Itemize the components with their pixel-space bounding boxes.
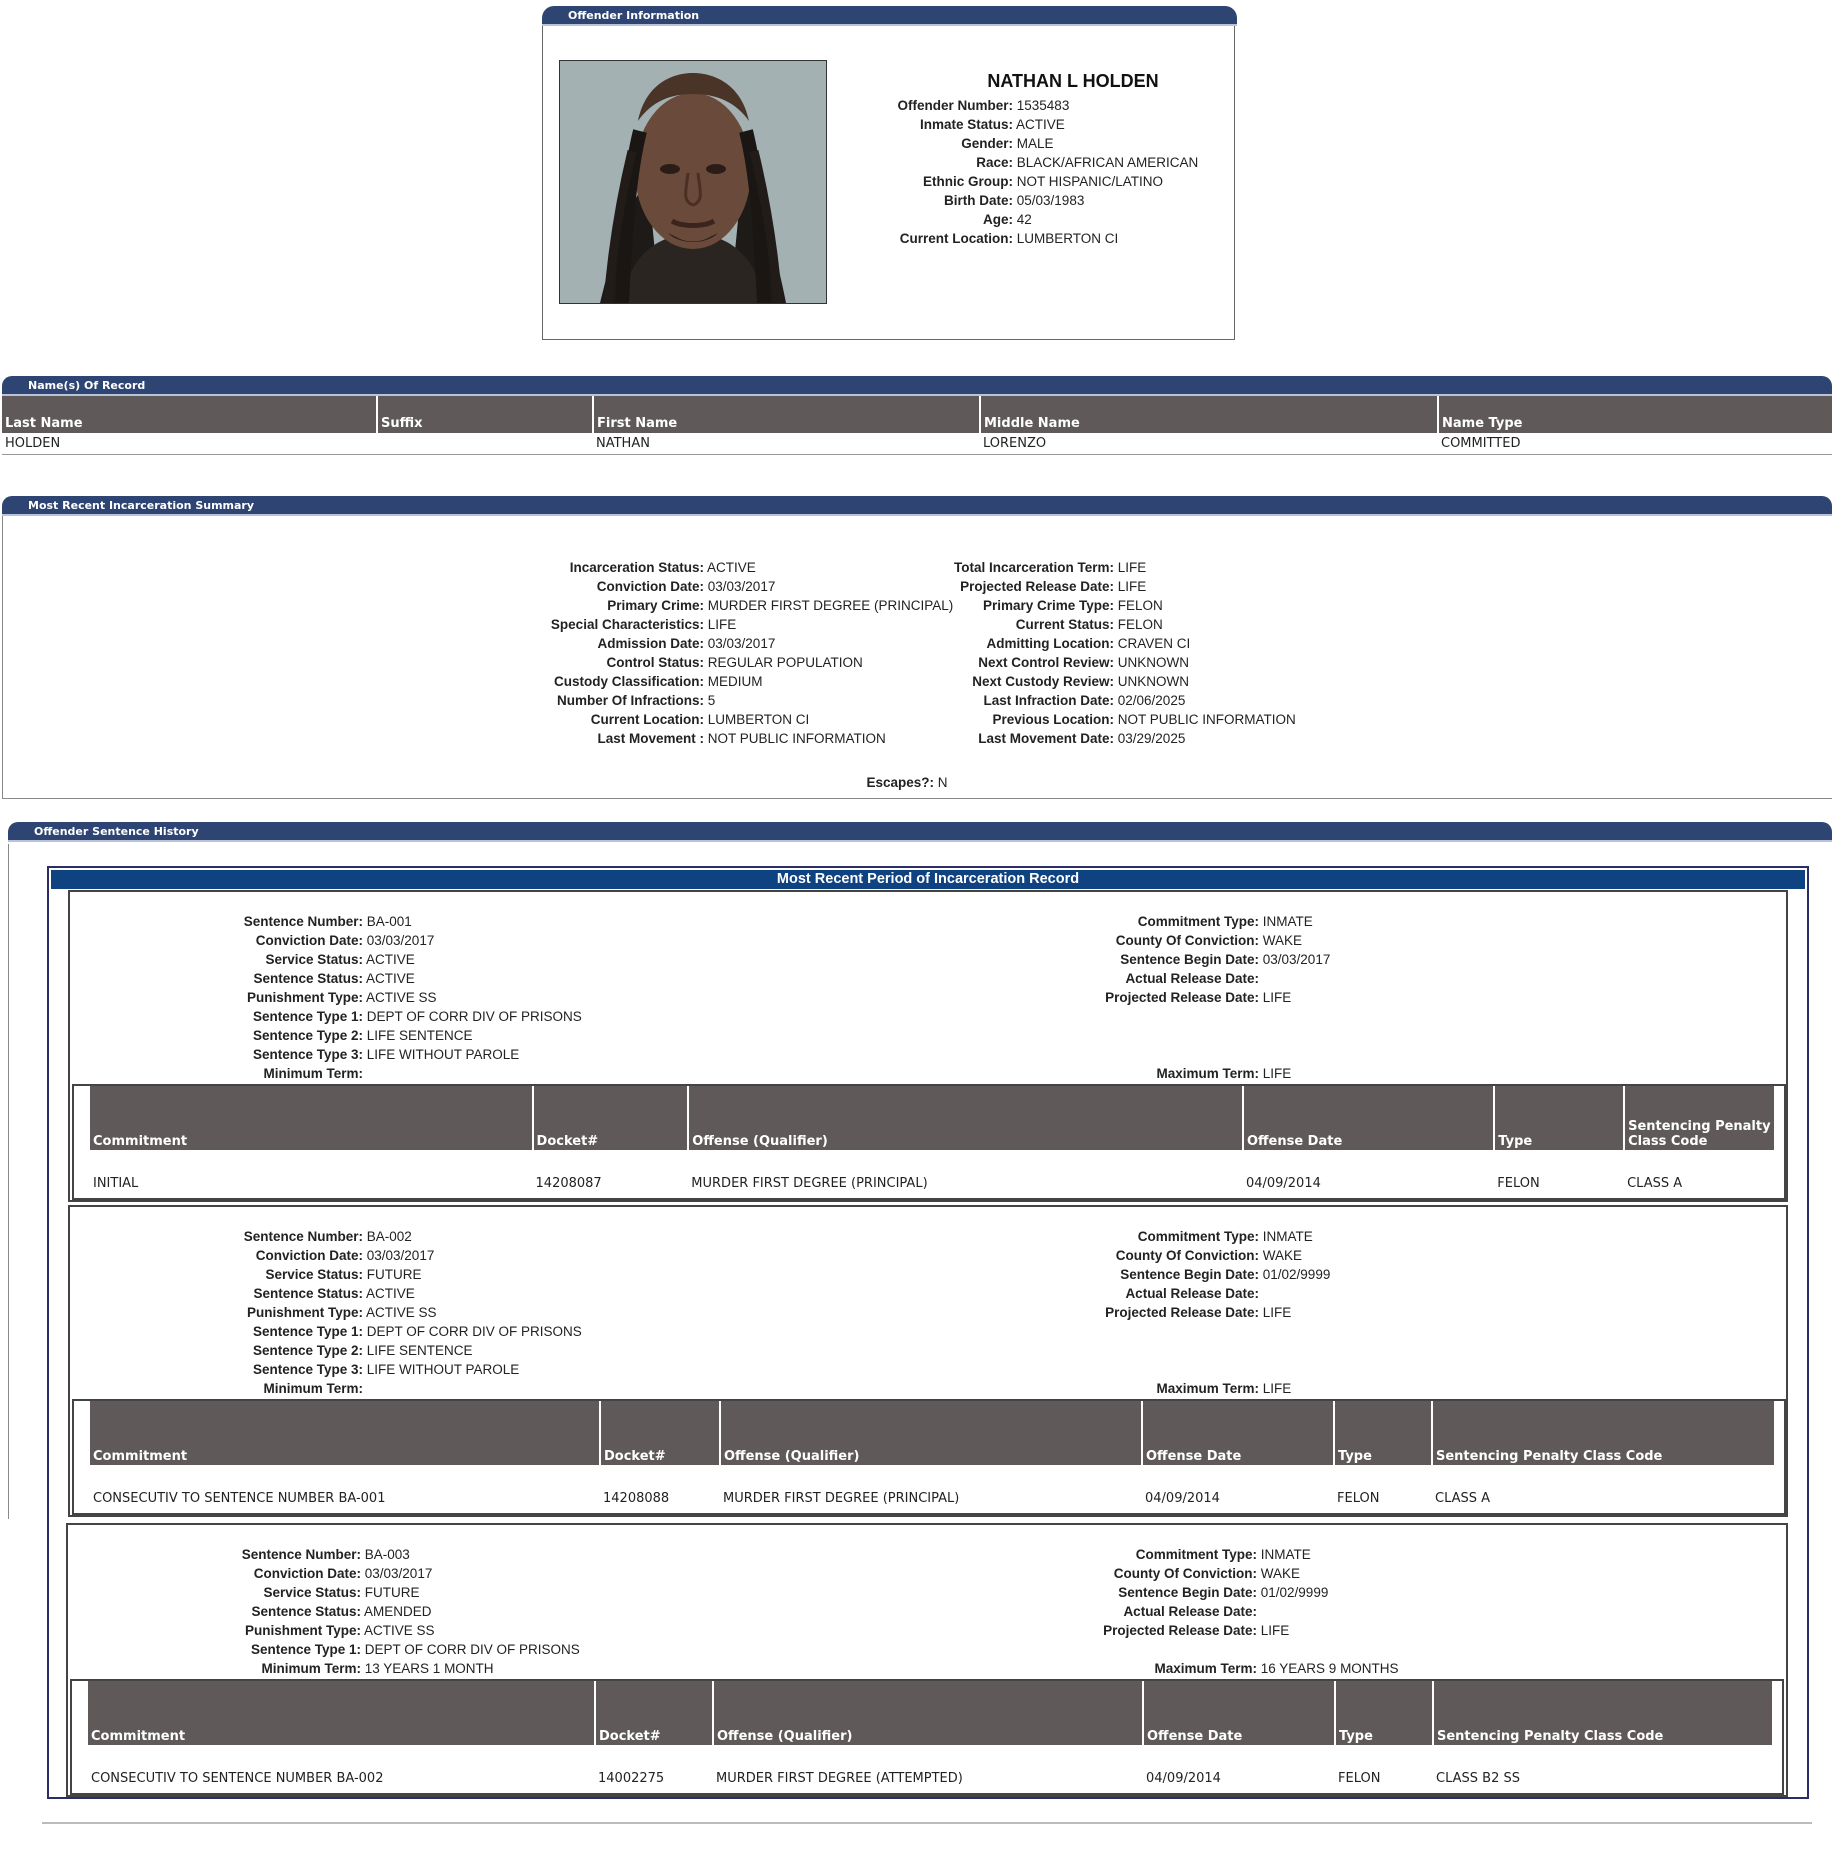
names-of-record-header: Name(s) Of Record xyxy=(2,376,1832,396)
record-title: Most Recent Period of Incarceration Record xyxy=(51,870,1805,889)
col-middle-name: Middle Name xyxy=(980,396,1438,433)
field-value: REGULAR POPULATION xyxy=(707,655,863,670)
field-label: Projected Release Date: xyxy=(1105,990,1259,1005)
sentence-field xyxy=(70,912,582,931)
field-value: NOT PUBLIC INFORMATION xyxy=(707,731,886,746)
field-label: Age: xyxy=(983,212,1013,227)
field-label: Sentence Begin Date: xyxy=(1120,1267,1259,1282)
field-label: Minimum Term: xyxy=(263,1381,363,1396)
field-label: Sentence Type 3: xyxy=(252,1362,363,1377)
sentence-field xyxy=(70,969,582,988)
field-value: 1535483 xyxy=(1016,98,1070,113)
field-label: Primary Crime Type: xyxy=(982,598,1114,613)
field-label: Admission Date: xyxy=(597,636,704,651)
field-value: 03/03/2017 xyxy=(364,1566,433,1581)
cell-last-name: HOLDEN xyxy=(5,436,61,451)
field-label: County Of Conviction: xyxy=(1113,1566,1257,1581)
field-value: NOT HISPANIC/LATINO xyxy=(1016,174,1164,189)
field-label: Next Control Review: xyxy=(978,655,1114,670)
offender-field xyxy=(773,96,1198,115)
field-label: Custody Classification: xyxy=(553,674,704,689)
field-value: BA-003 xyxy=(364,1547,410,1562)
sentence-block xyxy=(68,890,1788,1202)
field-value: ACTIVE xyxy=(366,971,415,986)
field-value: ACTIVE SS xyxy=(366,1305,437,1320)
field-value: N xyxy=(937,775,948,790)
names-table xyxy=(2,396,1832,455)
sentence-left-column xyxy=(70,1227,582,1379)
field-value: 03/03/2017 xyxy=(707,636,776,651)
field-value: WAKE xyxy=(1260,1566,1301,1581)
field-value: LIFE xyxy=(1260,1623,1290,1638)
offender-name: NATHAN L HOLDEN xyxy=(987,71,1159,91)
sentence-field xyxy=(70,950,582,969)
field-label: Minimum Term: xyxy=(263,1066,363,1081)
cell-offense: MURDER FIRST DEGREE (ATTEMPTED) xyxy=(716,1771,963,1786)
names-of-record-panel xyxy=(2,376,1832,455)
field-value: 16 YEARS 9 MONTHS xyxy=(1260,1661,1399,1676)
cell-docket: 14208087 xyxy=(535,1176,602,1191)
field-value: ACTIVE xyxy=(366,952,415,967)
sentence-field xyxy=(910,988,1330,1007)
escapes-field xyxy=(3,773,948,792)
incarceration-right-column xyxy=(613,558,1296,748)
field-value: 03/03/2017 xyxy=(1262,952,1331,967)
col-commitment: Commitment xyxy=(88,1681,595,1745)
cell-suffix xyxy=(377,433,593,455)
incarceration-summary-body xyxy=(2,516,1832,799)
field-value: 03/03/2017 xyxy=(366,933,435,948)
field-label: Incarceration Status: xyxy=(569,560,704,575)
sentence-block xyxy=(68,1205,1788,1517)
summary-field xyxy=(613,691,1296,710)
field-value: INMATE xyxy=(1262,914,1313,929)
field-value: LIFE SENTENCE xyxy=(366,1343,473,1358)
field-value: 05/03/1983 xyxy=(1016,193,1085,208)
field-value: AMENDED xyxy=(364,1604,432,1619)
cell-offense: MURDER FIRST DEGREE (PRINCIPAL) xyxy=(723,1491,960,1506)
field-label: Service Status: xyxy=(263,1585,361,1600)
sentence-field xyxy=(70,931,582,950)
commitment-header-row xyxy=(90,1401,1774,1465)
sentence-right-column xyxy=(910,1227,1330,1322)
field-label: Last Infraction Date: xyxy=(983,693,1114,708)
sentence-field xyxy=(908,1583,1328,1602)
minimum-term xyxy=(68,1659,494,1678)
summary-field xyxy=(613,596,1296,615)
sentence-field xyxy=(68,1602,580,1621)
sentence-field xyxy=(908,1621,1328,1640)
field-label: Maximum Term: xyxy=(1154,1661,1257,1676)
field-label: Projected Release Date: xyxy=(1105,1305,1259,1320)
field-label: Sentence Status: xyxy=(251,1604,361,1619)
cell-penalty-class: CLASS B2 SS xyxy=(1436,1771,1520,1786)
col-commitment: Commitment xyxy=(90,1086,533,1150)
field-label: Conviction Date: xyxy=(255,1248,363,1263)
commitment-table xyxy=(90,1401,1774,1509)
field-value: UNKNOWN xyxy=(1117,655,1190,670)
offender-fields xyxy=(773,96,1198,248)
incarceration-summary-header: Most Recent Incarceration Summary xyxy=(2,496,1832,516)
cell-docket: 14208088 xyxy=(603,1491,670,1506)
field-value: 5 xyxy=(707,693,716,708)
sentence-field xyxy=(70,1322,582,1341)
col-type: Type xyxy=(1335,1681,1433,1745)
col-penalty-class: Sentencing Penalty Class Code xyxy=(1624,1086,1774,1150)
field-value: ACTIVE SS xyxy=(364,1623,435,1638)
field-label: Commitment Type: xyxy=(1135,1547,1257,1562)
field-value: LUMBERTON CI xyxy=(707,712,810,727)
summary-field xyxy=(613,653,1296,672)
commitment-header-row xyxy=(90,1086,1774,1150)
offender-field xyxy=(773,153,1198,172)
field-label: Special Characteristics: xyxy=(550,617,704,632)
field-value: FUTURE xyxy=(366,1267,422,1282)
field-label: Sentence Type 2: xyxy=(252,1343,363,1358)
field-label: Sentence Type 1: xyxy=(250,1642,361,1657)
field-label: Projected Release Date: xyxy=(960,579,1114,594)
field-value: MEDIUM xyxy=(707,674,763,689)
commitment-table xyxy=(88,1681,1772,1789)
offender-field xyxy=(773,210,1198,229)
field-value: FELON xyxy=(1117,617,1163,632)
field-label: Sentence Begin Date: xyxy=(1118,1585,1257,1600)
sentence-field xyxy=(70,1284,582,1303)
field-value: DEPT OF CORR DIV OF PRISONS xyxy=(366,1324,582,1339)
cell-type: FELON xyxy=(1497,1176,1540,1191)
col-offense: Offense (Qualifier) xyxy=(713,1681,1143,1745)
sentence-field xyxy=(70,988,582,1007)
sentence-field xyxy=(70,1227,582,1246)
field-label: Gender: xyxy=(961,136,1013,151)
commitment-table xyxy=(90,1086,1774,1194)
field-value: BLACK/AFRICAN AMERICAN xyxy=(1016,155,1199,170)
col-suffix: Suffix xyxy=(377,396,593,433)
col-offense: Offense (Qualifier) xyxy=(688,1086,1243,1150)
field-label: Ethnic Group: xyxy=(923,174,1013,189)
field-label: Sentence Type 1: xyxy=(252,1009,363,1024)
col-name-type: Name Type xyxy=(1438,396,1832,433)
sentence-field xyxy=(70,1026,582,1045)
sentence-field xyxy=(910,1265,1330,1284)
sentence-field xyxy=(908,1602,1328,1621)
field-value: CRAVEN CI xyxy=(1117,636,1191,651)
field-value: FUTURE xyxy=(364,1585,420,1600)
field-value: ACTIVE SS xyxy=(366,990,437,1005)
offender-information-body xyxy=(542,26,1235,340)
summary-field xyxy=(613,729,1296,748)
field-value: FELON xyxy=(1117,598,1163,613)
summary-field xyxy=(613,577,1296,596)
sentence-right-column xyxy=(910,912,1330,1007)
field-value: LIFE WITHOUT PAROLE xyxy=(366,1362,520,1377)
field-label: Sentence Begin Date: xyxy=(1120,952,1259,967)
minimum-term xyxy=(70,1379,363,1398)
sentence-right-column xyxy=(908,1545,1328,1640)
field-value: 03/29/2025 xyxy=(1117,731,1186,746)
field-label: Control Status: xyxy=(606,655,704,670)
sentence-field xyxy=(70,1360,582,1379)
field-label: Actual Release Date: xyxy=(1125,971,1259,986)
table-row xyxy=(88,1745,1772,1789)
sentence-field xyxy=(70,1265,582,1284)
sentence-field xyxy=(908,1564,1328,1583)
offender-information-panel xyxy=(542,6,1237,340)
summary-field xyxy=(613,634,1296,653)
table-row xyxy=(90,1465,1774,1509)
field-value: BA-002 xyxy=(366,1229,412,1244)
field-value: LIFE xyxy=(1262,1066,1292,1081)
field-label: Last Movement : xyxy=(597,731,704,746)
field-label: Escapes?: xyxy=(866,775,934,790)
sentence-history-panel xyxy=(8,822,1832,842)
field-value: LIFE SENTENCE xyxy=(366,1028,473,1043)
cell-penalty-class: CLASS A xyxy=(1435,1491,1491,1506)
field-value: 42 xyxy=(1016,212,1032,227)
field-label: Conviction Date: xyxy=(255,933,363,948)
field-label: Inmate Status: xyxy=(919,117,1013,132)
col-offense: Offense (Qualifier) xyxy=(720,1401,1142,1465)
field-label: Birth Date: xyxy=(943,193,1013,208)
field-value: 03/03/2017 xyxy=(366,1248,435,1263)
field-label: Offender Number: xyxy=(897,98,1013,113)
cell-commitment: CONSECUTIV TO SENTENCE NUMBER BA-002 xyxy=(91,1771,384,1786)
sentence-field xyxy=(910,950,1330,969)
col-penalty-class: Sentencing Penalty Class Code xyxy=(1432,1401,1774,1465)
col-offense-date: Offense Date xyxy=(1243,1086,1494,1150)
cell-offense-date: 04/09/2014 xyxy=(1245,1176,1321,1191)
field-label: Sentence Number: xyxy=(241,1547,361,1562)
field-value: LIFE xyxy=(707,617,737,632)
field-value: LIFE xyxy=(1117,560,1147,575)
field-value: WAKE xyxy=(1262,1248,1303,1263)
summary-field xyxy=(613,558,1296,577)
sentence-block xyxy=(66,1523,1788,1797)
offender-field xyxy=(773,134,1198,153)
field-label: Projected Release Date: xyxy=(1103,1623,1257,1638)
field-label: Minimum Term: xyxy=(261,1661,361,1676)
names-header-row xyxy=(2,396,1832,433)
field-label: Race: xyxy=(976,155,1013,170)
sentence-field xyxy=(910,1303,1330,1322)
field-label: County Of Conviction: xyxy=(1115,933,1259,948)
field-label: Admitting Location: xyxy=(986,636,1114,651)
sentence-field xyxy=(70,1341,582,1360)
cell-first-name: NATHAN xyxy=(596,436,650,451)
field-value: ACTIVE xyxy=(366,1286,415,1301)
field-value: 01/02/9999 xyxy=(1262,1267,1331,1282)
field-value: INMATE xyxy=(1260,1547,1311,1562)
sentence-left-column xyxy=(70,912,582,1064)
bottom-divider xyxy=(42,1822,1812,1824)
sentence-field xyxy=(70,1303,582,1322)
table-row xyxy=(2,433,1832,455)
field-value: LUMBERTON CI xyxy=(1016,231,1119,246)
col-type: Type xyxy=(1334,1401,1432,1465)
sentence-field xyxy=(910,1227,1330,1246)
field-label: Next Custody Review: xyxy=(972,674,1114,689)
field-label: Conviction Date: xyxy=(596,579,704,594)
field-value: 13 YEARS 1 MONTH xyxy=(364,1661,494,1676)
col-offense-date: Offense Date xyxy=(1142,1401,1334,1465)
sentence-field xyxy=(68,1640,580,1659)
sentence-field xyxy=(70,1045,582,1064)
sentence-field xyxy=(68,1564,580,1583)
sentence-field xyxy=(68,1621,580,1640)
field-label: Service Status: xyxy=(265,952,363,967)
offender-field xyxy=(773,172,1198,191)
field-label: Maximum Term: xyxy=(1156,1066,1259,1081)
field-value: 02/06/2025 xyxy=(1117,693,1186,708)
commitment-table-box xyxy=(70,1679,1784,1795)
field-label: Current Location: xyxy=(899,231,1013,246)
cell-commitment: INITIAL xyxy=(93,1176,139,1191)
field-label: Actual Release Date: xyxy=(1125,1286,1259,1301)
field-value: WAKE xyxy=(1262,933,1303,948)
sentence-field xyxy=(70,1246,582,1265)
cell-offense-date: 04/09/2014 xyxy=(1146,1771,1221,1786)
col-docket: Docket# xyxy=(533,1086,689,1150)
field-value: LIFE xyxy=(1262,1381,1292,1396)
summary-field xyxy=(613,672,1296,691)
field-label: Sentence Number: xyxy=(243,1229,363,1244)
field-label: Current Location: xyxy=(590,712,704,727)
field-label: Sentence Type 3: xyxy=(252,1047,363,1062)
cell-commitment: CONSECUTIV TO SENTENCE NUMBER BA-001 xyxy=(93,1491,386,1506)
field-label: Punishment Type: xyxy=(246,1305,363,1320)
cell-offense: MURDER FIRST DEGREE (PRINCIPAL) xyxy=(691,1176,928,1191)
cell-type: FELON xyxy=(1337,1491,1380,1506)
cell-name-type: COMMITTED xyxy=(1441,436,1521,451)
maximum-term xyxy=(910,1379,1291,1398)
minimum-term xyxy=(70,1064,363,1083)
offender-field xyxy=(773,191,1198,210)
field-value: ACTIVE xyxy=(707,560,756,575)
sentence-left-column xyxy=(68,1545,580,1659)
field-label: Sentence Type 2: xyxy=(252,1028,363,1043)
table-row xyxy=(90,1150,1774,1194)
field-label: Punishment Type: xyxy=(246,990,363,1005)
cell-docket: 14002275 xyxy=(598,1771,665,1786)
field-label: Last Movement Date: xyxy=(978,731,1114,746)
field-label: Conviction Date: xyxy=(253,1566,361,1581)
field-value: MURDER FIRST DEGREE (PRINCIPAL) xyxy=(707,598,954,613)
col-offense-date: Offense Date xyxy=(1143,1681,1335,1745)
field-label: Sentence Status: xyxy=(253,1286,363,1301)
col-commitment: Commitment xyxy=(90,1401,600,1465)
field-label: Sentence Type 1: xyxy=(252,1324,363,1339)
incarceration-record-box xyxy=(47,866,1809,1799)
field-value: 03/03/2017 xyxy=(707,579,776,594)
cell-penalty-class: CLASS A xyxy=(1627,1176,1683,1191)
field-value: 01/02/9999 xyxy=(1260,1585,1329,1600)
col-docket: Docket# xyxy=(595,1681,713,1745)
field-value: DEPT OF CORR DIV OF PRISONS xyxy=(366,1009,582,1024)
field-value: NOT PUBLIC INFORMATION xyxy=(1117,712,1296,727)
maximum-term xyxy=(908,1659,1399,1678)
commitment-table-box xyxy=(72,1084,1786,1200)
field-label: Previous Location: xyxy=(992,712,1114,727)
sentence-field xyxy=(68,1545,580,1564)
cell-offense-date: 04/09/2014 xyxy=(1145,1491,1220,1506)
field-label: Actual Release Date: xyxy=(1123,1604,1257,1619)
field-value: ACTIVE xyxy=(1016,117,1065,132)
field-label: Commitment Type: xyxy=(1137,1229,1259,1244)
offender-field xyxy=(773,229,1198,248)
sentence-field xyxy=(70,1007,582,1026)
summary-field xyxy=(613,710,1296,729)
field-label: Total Incarceration Term: xyxy=(953,560,1114,575)
field-value: DEPT OF CORR DIV OF PRISONS xyxy=(364,1642,580,1657)
offender-field xyxy=(773,115,1198,134)
field-label: Current Status: xyxy=(1015,617,1114,632)
sentence-field xyxy=(910,1246,1330,1265)
field-label: County Of Conviction: xyxy=(1115,1248,1259,1263)
field-label: Sentence Status: xyxy=(253,971,363,986)
field-value: UNKNOWN xyxy=(1117,674,1190,689)
field-value: LIFE xyxy=(1262,1305,1292,1320)
summary-field xyxy=(613,615,1296,634)
field-label: Punishment Type: xyxy=(244,1623,361,1638)
field-label: Sentence Number: xyxy=(243,914,363,929)
field-label: Commitment Type: xyxy=(1137,914,1259,929)
commitment-table-box xyxy=(72,1399,1786,1515)
col-type: Type xyxy=(1494,1086,1624,1150)
sentence-field xyxy=(910,931,1330,950)
field-value: LIFE xyxy=(1262,990,1292,1005)
col-penalty-class: Sentencing Penalty Class Code xyxy=(1433,1681,1772,1745)
sentence-field xyxy=(910,912,1330,931)
field-value: LIFE WITHOUT PAROLE xyxy=(366,1047,520,1062)
maximum-term xyxy=(910,1064,1291,1083)
field-label: Primary Crime: xyxy=(607,598,704,613)
cell-middle-name: LORENZO xyxy=(983,436,1047,451)
field-label: Service Status: xyxy=(265,1267,363,1282)
offender-information-header: Offender Information xyxy=(542,6,1237,26)
sentence-history-header: Offender Sentence History xyxy=(8,822,1832,842)
field-value: BA-001 xyxy=(366,914,412,929)
field-label: Number Of Infractions: xyxy=(556,693,704,708)
field-value: MALE xyxy=(1016,136,1054,151)
sentence-field xyxy=(908,1545,1328,1564)
sentence-field xyxy=(910,969,1330,988)
sentence-field xyxy=(68,1583,580,1602)
col-first-name: First Name xyxy=(593,396,980,433)
field-label: Maximum Term: xyxy=(1156,1381,1259,1396)
col-docket: Docket# xyxy=(600,1401,720,1465)
commitment-header-row xyxy=(88,1681,1772,1745)
incarceration-summary-panel xyxy=(2,496,1832,799)
sentence-field xyxy=(910,1284,1330,1303)
cell-type: FELON xyxy=(1338,1771,1381,1786)
col-last-name: Last Name xyxy=(2,396,377,433)
field-value: INMATE xyxy=(1262,1229,1313,1244)
field-value: LIFE xyxy=(1117,579,1147,594)
